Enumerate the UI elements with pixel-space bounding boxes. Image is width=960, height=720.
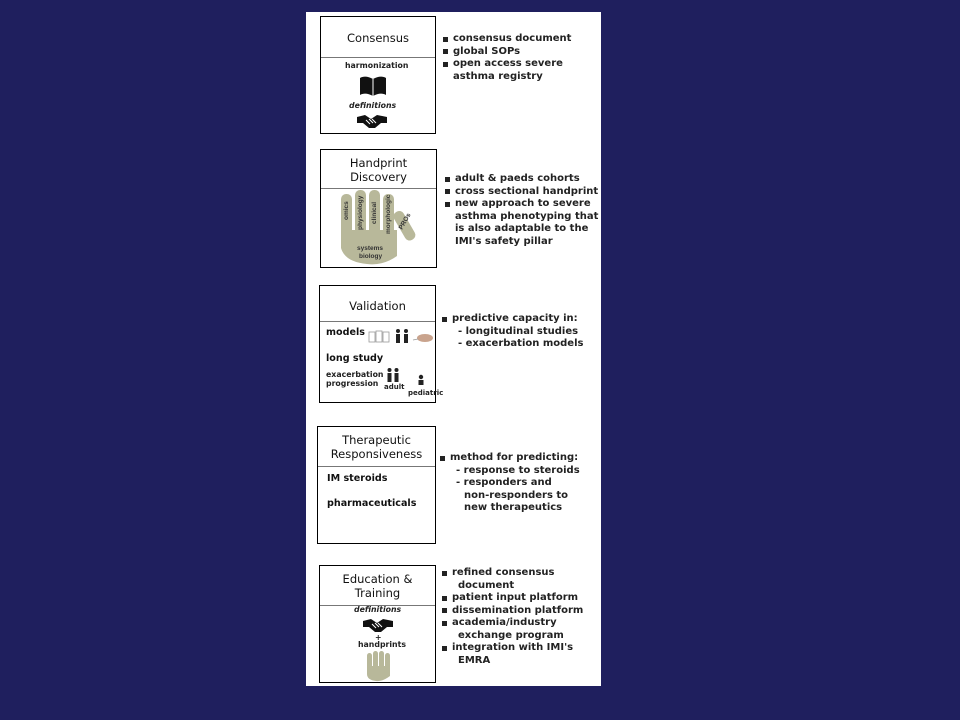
bullet-item: refined consensus: [442, 567, 583, 580]
handprint-divider: [321, 188, 436, 189]
harmonization-label: harmonization: [345, 61, 409, 70]
consensus-divider: [321, 57, 435, 58]
palm-label: biology: [359, 253, 383, 260]
bullet-item: patient input platform: [442, 592, 583, 605]
figure-panel: [306, 12, 601, 686]
therapeutic-box: [317, 426, 436, 544]
bullet-item: method for predicting:: [440, 452, 580, 465]
finger-label: PROs: [397, 212, 413, 231]
therapeutic-title: Therapeutic Responsiveness: [330, 433, 423, 461]
bullet-continuation: document: [458, 579, 515, 591]
cell-culture-icon: [368, 330, 390, 344]
bullet-item: integration with IMI's: [442, 642, 583, 655]
validation-bullets: [442, 313, 583, 351]
pediatric-icon: [416, 374, 426, 386]
adult-icon: [386, 367, 400, 383]
consensus-box: [320, 16, 436, 134]
therapeutic-divider: [318, 466, 435, 467]
education-box: [319, 565, 436, 683]
finger-label: morphologic: [385, 194, 392, 234]
bullet-item: consensus document: [443, 33, 571, 46]
mouse-icon: [413, 332, 435, 344]
validation-box: [319, 285, 444, 403]
plus-sign: +: [375, 633, 382, 642]
bullet-item: adult & paeds cohorts: [445, 173, 598, 186]
bullet-continuation: IMI's safety pillar: [455, 235, 553, 247]
palm-label: systems: [357, 245, 384, 252]
sub-continuation: non-responders to: [464, 489, 569, 501]
finger-label: clinical: [371, 201, 378, 224]
models-label: models: [326, 327, 365, 338]
bullet-continuation: exchange program: [458, 629, 564, 641]
education-bullets: [442, 567, 583, 667]
progression-label: progression: [326, 379, 379, 388]
definitions-label: definitions: [354, 605, 402, 614]
education-title: Education & Training: [342, 572, 413, 600]
handprint-discovery-box: [320, 149, 437, 268]
bullet-item: new approach to severe: [445, 198, 598, 211]
bullet-item: cross sectional handprint: [445, 186, 598, 199]
sub-item: - exacerbation models: [458, 338, 584, 349]
pediatric-label: pediatric: [408, 389, 444, 397]
validation-title: Validation: [349, 299, 406, 313]
consensus-title: Consensus: [347, 31, 409, 45]
handprint-discovery-title: Handprint Discovery: [349, 156, 408, 184]
validation-divider: [320, 321, 435, 322]
handshake-icon: [357, 111, 387, 129]
hand-icon: [364, 650, 394, 682]
finger-label: physiology: [357, 195, 364, 230]
handprint-bullets: [445, 173, 598, 248]
bullet-continuation: is also adaptable to the: [455, 223, 589, 234]
bullet-item: academia/industry: [442, 617, 583, 630]
therapeutic-bullets: [440, 452, 580, 515]
steroids-label: IM steroids: [327, 473, 388, 484]
bullet-continuation: EMRA: [458, 654, 491, 666]
sub-continuation: new therapeutics: [464, 502, 563, 513]
pharmaceuticals-label: pharmaceuticals: [327, 498, 417, 509]
finger-label: omics: [343, 201, 350, 220]
people-icon: [394, 328, 410, 344]
bullet-item: predictive capacity in:: [442, 313, 583, 326]
handprints-label: handprints: [358, 640, 406, 649]
handshake-icon: [363, 615, 393, 633]
exacerbation-label: exacerbation: [326, 370, 384, 379]
bullet-item: open access severe: [443, 58, 571, 71]
sub-item: - response to steroids: [456, 464, 580, 476]
bullet-item: global SOPs: [443, 46, 571, 59]
definitions-label: definitions: [349, 101, 397, 110]
bullet-continuation: asthma phenotyping that: [455, 210, 599, 222]
bullet-item: dissemination platform: [442, 605, 583, 618]
sub-item: - longitudinal studies: [458, 325, 579, 337]
book-icon: [359, 75, 387, 97]
long-study-label: long study: [326, 353, 384, 364]
adult-label: adult: [384, 383, 405, 391]
consensus-bullets: [443, 33, 571, 83]
bullet-continuation: asthma registry: [453, 70, 543, 82]
hand-icon: [335, 190, 425, 266]
sub-item: - responders and: [456, 477, 552, 488]
